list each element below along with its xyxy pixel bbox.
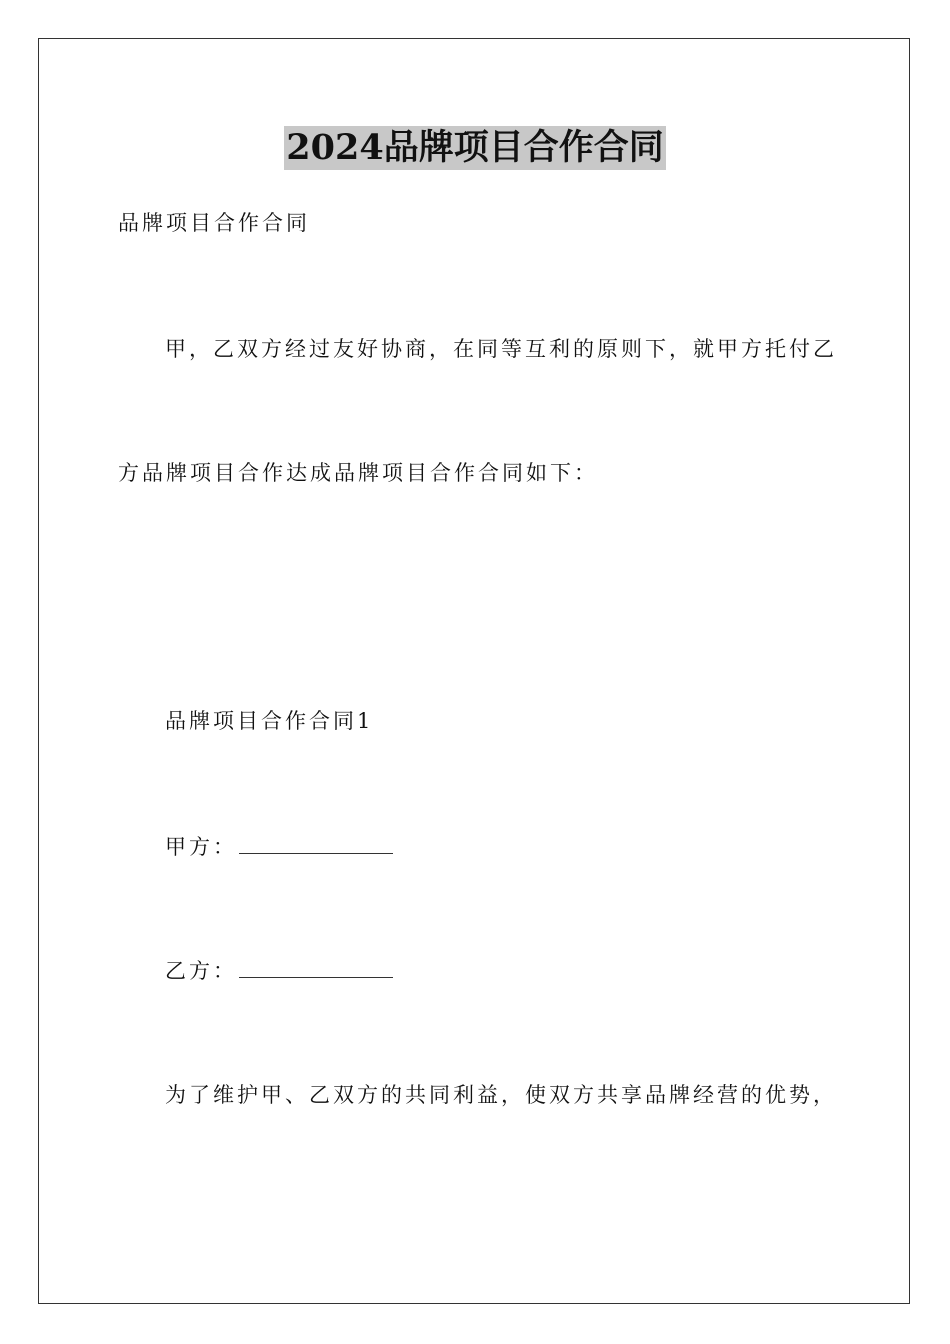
document-subtitle: 品牌项目合作合同 — [118, 211, 310, 235]
party-a-row — [165, 832, 393, 862]
party-a-blank-line — [239, 835, 393, 854]
party-b-label: 乙方： — [165, 959, 237, 983]
section-heading: 品牌项目合作合同1 — [165, 709, 374, 733]
title-container — [0, 126, 950, 170]
party-b-blank-line — [239, 959, 393, 978]
intro-paragraph-line-1: 甲，乙双方经过友好协商，在同等互利的原则下，就甲方托付乙 — [165, 337, 837, 361]
intro-paragraph-line-2: 方品牌项目合作达成品牌项目合作合同如下： — [118, 461, 598, 485]
document-title: 2024品牌项目合作合同 — [286, 127, 664, 168]
party-b-row — [165, 956, 393, 986]
party-a-label: 甲方： — [165, 835, 237, 859]
purpose-paragraph-line: 为了维护甲、乙双方的共同利益，使双方共享品牌经营的优势， — [165, 1083, 837, 1107]
